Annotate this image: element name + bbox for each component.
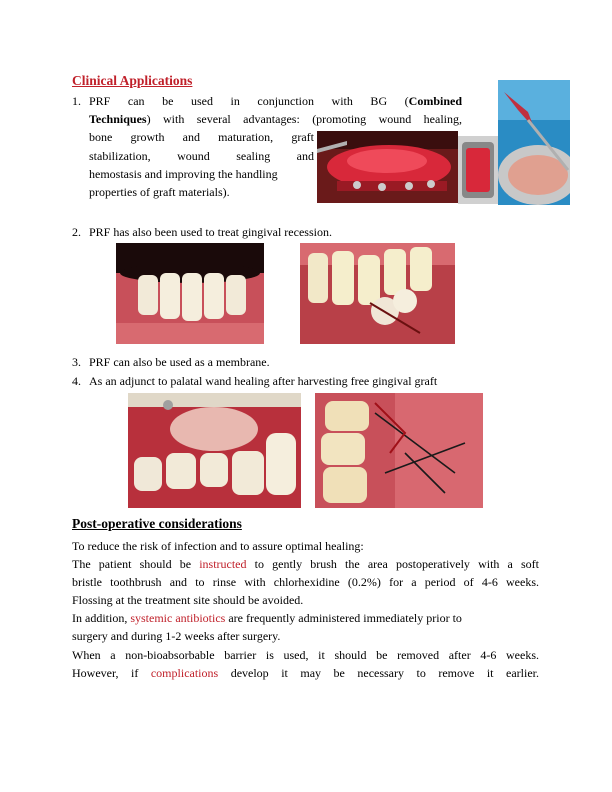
recession-after-photo [300, 243, 455, 344]
item4-text: As an adjunct to palatal wand healing after harvesting free gingival graft [89, 374, 438, 388]
item2-number: 2. [72, 225, 81, 239]
item2-text: PRF has also been used to treat gingival recession. [89, 225, 332, 239]
postop-line6: surgery and during 1-2 weeks after surgery. [72, 629, 281, 643]
recession-before-photo [116, 243, 264, 344]
postop-line4: Flossing at the treatment site should be avoided. [72, 593, 304, 607]
prf-instrument-photo [498, 80, 570, 205]
graft-surgery-photo [317, 131, 458, 203]
postop-line5: In addition, systemic antibiotics are frequently administered immediately prior to [72, 611, 462, 625]
postop-line8: However, if complications develop it may be necessary to remove it earlier. [72, 666, 539, 680]
postop-line2: The patient should be instructed to gently brush the area postoperatively with a soft [72, 557, 539, 571]
item1-line6: properties of graft materials). [89, 185, 230, 199]
palatal-wound-photo [315, 393, 483, 508]
postop-line7: When a non-bioabsorbable barrier is used, it should be removed after 4-6 weeks. [72, 648, 539, 662]
item1-line4: stabilization, wound sealing and [89, 149, 314, 163]
clinical-applications-heading: Clinical Applications [72, 73, 193, 88]
item3-text: PRF can also be used as a membrane. [89, 355, 270, 369]
item1-line2: Techniques) with several advantages: (promoting wound healing, [89, 112, 462, 126]
item1-line3: bone growth and maturation, graft [89, 130, 314, 144]
graft-dish-photo [458, 136, 498, 204]
item1-line5: hemostasis and improving the handling [89, 167, 278, 181]
item1-number: 1. [72, 94, 81, 108]
item3-number: 3. [72, 355, 81, 369]
postop-line1: To reduce the risk of infection and to assure optimal healing: [72, 539, 364, 553]
item1-line1: PRF can be used in conjunction with BG (Combined [89, 94, 462, 108]
membrane-photo [128, 393, 301, 508]
postop-line3: bristle toothbrush and to rinse with chlorhexidine (0.2%) for a period of 4-6 weeks. [72, 575, 539, 589]
item4-number: 4. [72, 374, 81, 388]
postop-heading: Post-operative considerations [72, 516, 242, 531]
